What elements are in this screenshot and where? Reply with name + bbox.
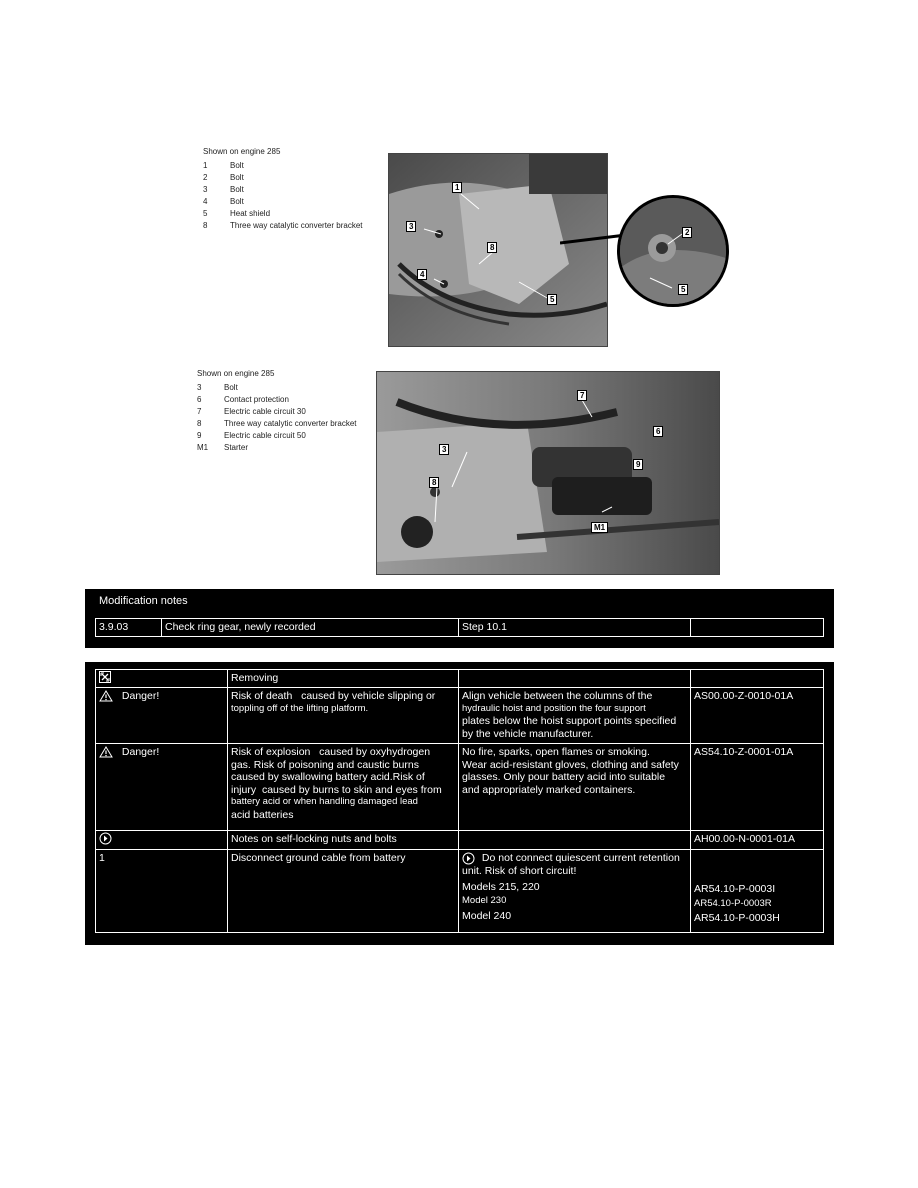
legend-item: 1 Bolt (203, 161, 244, 170)
callout-label: 6 (653, 426, 663, 437)
legend-item: M1 Starter (197, 443, 249, 452)
callout-label: 3 (406, 221, 416, 232)
step-number-cell: 1 (95, 849, 228, 933)
danger-ref-cell: AS00.00-Z-0010-01A (690, 687, 824, 744)
legend-item: 4 Bolt (203, 197, 244, 206)
header-empty-cell (690, 669, 824, 688)
legend-item: 3 Bolt (203, 185, 244, 194)
legend-item: 2 Bolt (203, 173, 244, 182)
danger-action-cell: Align vehicle between the columns of the hydraulic hoist and position the four support plates below the hoist support points specified by the vehicle manufacturer. (458, 687, 691, 744)
mod-step-cell: Step 10.1 (458, 618, 691, 637)
step-text-cell: Disconnect ground cable from battery (227, 849, 459, 933)
danger-risk-cell: Risk of explosion caused by oxyhydrogen gas. Risk of poisoning and caustic burns caused by swallowing battery acid.Risk of injury caused by burns to skin and eyes from battery acid or when handling damaged lead acid batteries (227, 743, 459, 831)
legend-item: 8 Three way catalytic converter bracket (197, 419, 357, 428)
figure2-starter-photo (376, 371, 720, 575)
model-ref: AR54.10-P-0003H (694, 912, 780, 924)
legend-item: 3 Bolt (197, 383, 238, 392)
header-icon-cell (95, 669, 228, 688)
model-ref: AR54.10-P-0003R (694, 897, 772, 909)
callout-label: 8 (487, 242, 497, 253)
callout-label: 2 (682, 227, 692, 238)
procedure-table (85, 662, 834, 945)
callout-label: 1 (452, 182, 462, 193)
callout-label: 3 (439, 444, 449, 455)
figure1-legend (203, 146, 373, 232)
step-ref-cell (690, 849, 824, 933)
legend-item: 5 Heat shield (203, 209, 271, 218)
photo-illustration (377, 372, 719, 574)
danger-label-cell (95, 743, 228, 831)
inset-illustration (620, 198, 726, 304)
figure1-zoom-inset (617, 195, 729, 307)
figure2-caption: Shown on engine 285 (197, 369, 275, 378)
legend-item: 9 Electric cable circuit 50 (197, 431, 306, 440)
callout-label: 5 (678, 284, 688, 295)
legend-item: 8 Three way catalytic converter bracket (203, 221, 363, 230)
header-empty-cell (458, 669, 691, 688)
notes-empty-cell (458, 830, 691, 850)
notes-ref-cell: AH00.00-N-0001-01A (690, 830, 824, 850)
mod-date-cell: 3.9.03 (95, 618, 162, 637)
callout-label: 4 (417, 269, 427, 280)
modification-notes-panel (85, 589, 834, 648)
danger-ref-cell: AS54.10-Z-0001-01A (690, 743, 824, 831)
notes-icon-cell (95, 830, 228, 850)
callout-label: 8 (429, 477, 439, 488)
model-name: Model 240 (462, 909, 512, 922)
legend-item: 7 Electric cable circuit 30 (197, 407, 306, 416)
removing-icon (99, 671, 111, 683)
notes-text-cell: Notes on self-locking nuts and bolts (227, 830, 459, 850)
info-arrow-icon (462, 852, 475, 865)
danger-action-cell: No fire, sparks, open flames or smoking. Wear acid-resistant gloves, clothing and safety glasses. Only pour battery acid into suitable and appropriately marked containers. (458, 743, 691, 831)
callout-label: M1 (591, 522, 608, 533)
modification-notes-title: Modification notes (99, 595, 188, 607)
header-removing-cell: Removing (227, 669, 459, 688)
info-arrow-icon (99, 832, 112, 845)
step-note-cell: Do not connect quiescent current retention unit. Risk of short circuit! Models 215, 220 Model 230 Model 240 (458, 849, 691, 933)
callout-label: 9 (633, 459, 643, 470)
danger-label: Danger! (121, 746, 160, 758)
warning-triangle-icon (99, 690, 113, 702)
figure2-legend (197, 368, 372, 454)
callout-label: 7 (577, 390, 587, 401)
legend-item: 6 Contact protection (197, 395, 289, 404)
danger-risk-cell: Risk of death caused by vehicle slipping or toppling off of the lifting platform. (227, 687, 459, 744)
model-name: Models 215, 220 (462, 880, 540, 893)
danger-label: Danger! (121, 690, 160, 702)
warning-triangle-icon (99, 746, 113, 758)
callout-label: 5 (547, 294, 557, 305)
figure1-caption: Shown on engine 285 (203, 147, 281, 156)
danger-label-cell (95, 687, 228, 744)
mod-text-cell: Check ring gear, newly recorded (161, 618, 459, 637)
mod-extra-cell (690, 618, 824, 637)
model-name: Model 230 (462, 895, 507, 906)
model-ref: AR54.10-P-0003I (694, 883, 776, 895)
